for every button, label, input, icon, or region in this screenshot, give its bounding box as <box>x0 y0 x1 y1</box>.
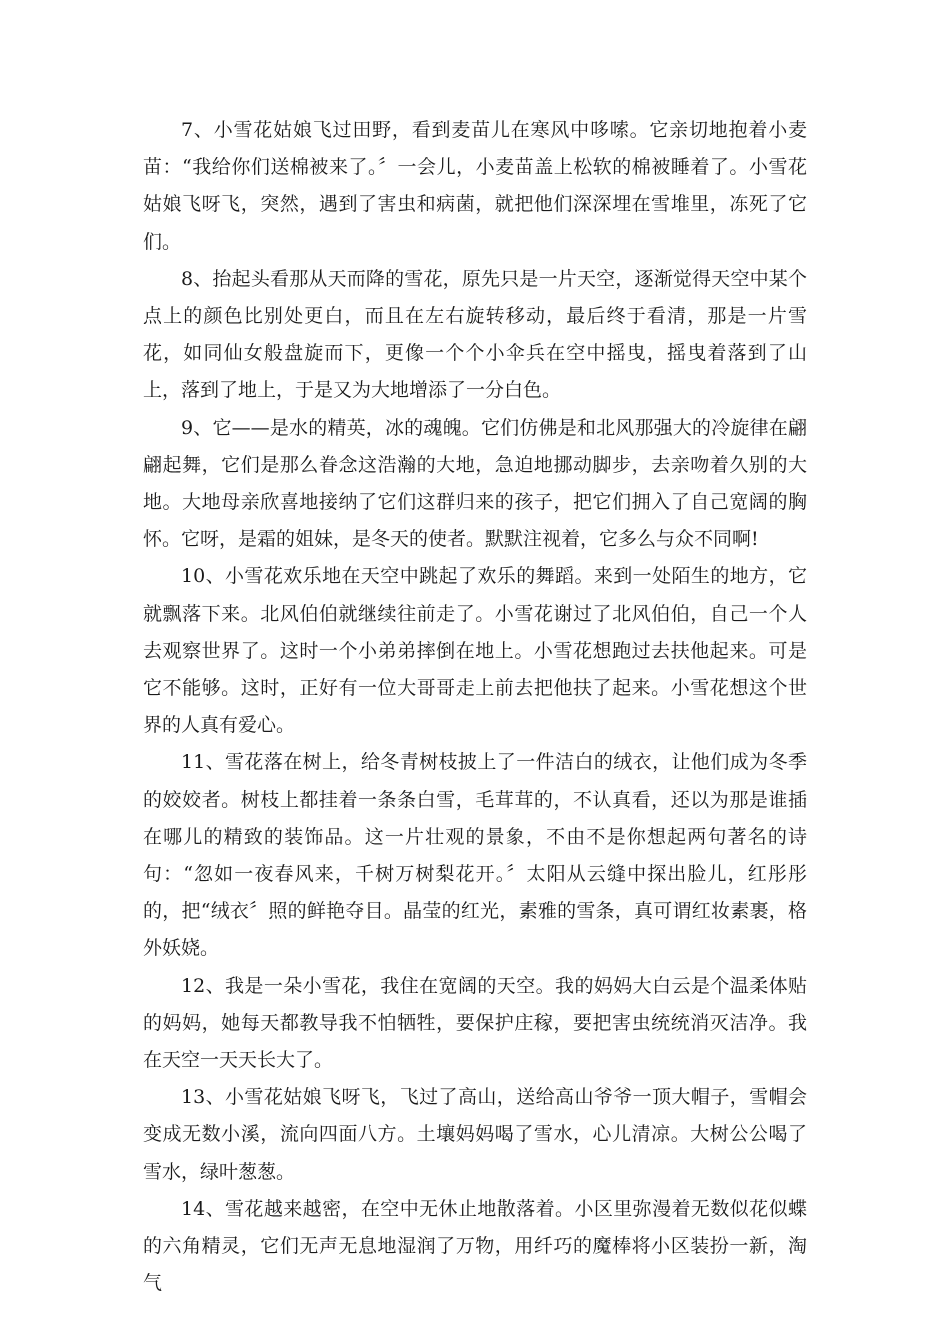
paragraph-8: 8、抬起头看那从天而降的雪花，原先只是一片天空，逐渐觉得天空中某个点上的颜色比别处更白，而且在左右旋转移动，最后终于看清，那是一片雪花，如同仙女般盘旋而下，更像一个个小伞兵在空中摇曳，摇曳着落到了山上，落到了地上，于是又为大地增添了一分白色。 <box>143 267 807 402</box>
paragraph-14: 14、雪花越来越密，在空中无休止地散落着。小区里弥漫着无数似花似蝶的六角精灵，它们无声无息地湿润了万物，用纤巧的魔棒将小区装扮一新，淘气 <box>143 1197 807 1295</box>
paragraph-11: 11、雪花落在树上，给冬青树枝披上了一件洁白的绒衣，让他们成为冬季的姣姣者。树枝上都挂着一条条白雪，毛茸茸的，不认真看，还以为那是谁插在哪儿的精致的装饰品。这一片壮观的景象，不由不是你想起两句著名的诗句：“忽如一夜春风来，千树万树梨花开。〞太阳从云缝中探出脸儿，红彤彤的，把“绒衣〞照的鲜艳夺目。晶莹的红光，素雅的雪条，真可谓红妆素裹，格外妖娆。 <box>143 751 807 960</box>
paragraph-13: 13、小雪花姑娘飞呀飞，飞过了高山，送给高山爷爷一顶大帽子，雪帽会变成无数小溪，流向四面八方。土壤妈妈喝了雪水，心儿清凉。大树公公喝了雪水，绿叶葱葱。 <box>143 1086 807 1183</box>
paragraph-12: 12、我是一朵小雪花，我住在宽阔的天空。我的妈妈大白云是个温柔体贴的妈妈，她每天都教导我不怕牺牲，要保护庄稼，要把害虫统统消灭洁净。我在天空一天天长大了。 <box>143 974 807 1072</box>
paragraph-9: 9、它——是水的精英，冰的魂魄。它们仿佛是和北风那强大的冷旋律在翩翩起舞，它们是那么眷念这浩瀚的大地，急迫地挪动脚步，去亲吻着久别的大地。大地母亲欣喜地接纳了它们这群归来的孩子，把它们拥入了自己宽阔的胸怀。它呀，是霜的姐妹，是冬天的使者。默默注视着，它多么与众不同啊! <box>143 416 807 551</box>
document-body <box>143 112 807 1303</box>
paragraph-10: 10、小雪花欢乐地在天空中跳起了欢乐的舞蹈。来到一处陌生的地方，它就飘落下来。北风伯伯就继续往前走了。小雪花谢过了北风伯伯，自己一个人去观察世界了。这时一个小弟弟摔倒在地上。小雪花想跑过去扶他起来。可是它不能够。这时，正好有一位大哥哥走上前去把他扶了起来。小雪花想这个世界的人真有爱心。 <box>143 565 807 737</box>
paragraph-7: 7、小雪花姑娘飞过田野，看到麦苗儿在寒风中哆嗦。它亲切地抱着小麦苗：“我给你们送棉被来了。〞一会儿，小麦苗盖上松软的棉被睡着了。小雪花姑娘飞呀飞，突然，遇到了害虫和病菌，就把他们深深埋在雪堆里，冻死了它们。 <box>143 119 807 253</box>
